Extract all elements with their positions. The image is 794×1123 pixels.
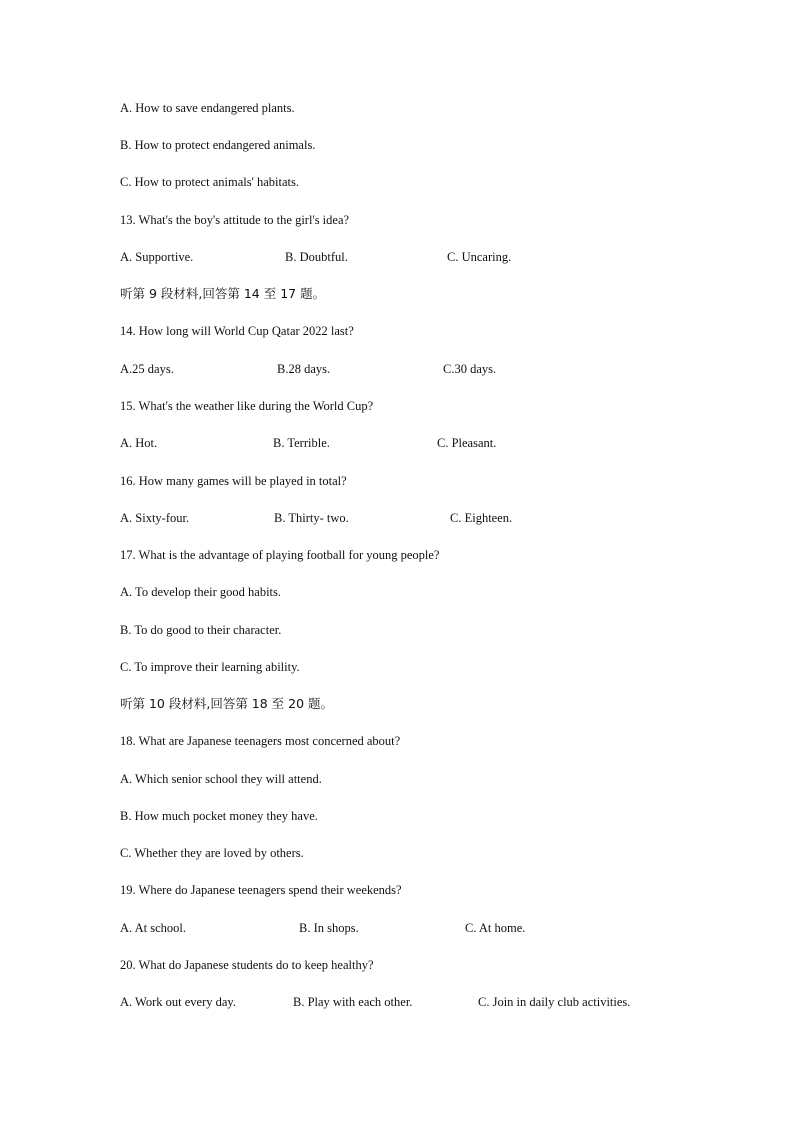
q16-option-a: A. Sixty-four.: [120, 511, 190, 525]
q13-option-b: B. Doubtful.: [285, 250, 348, 264]
q14-option-c: C.30 days.: [443, 362, 497, 376]
q15-option-c: C. Pleasant.: [437, 436, 497, 450]
q12-option-a: A. How to save endangered plants.: [120, 101, 295, 115]
q20-option-c: C. Join in daily club activities.: [478, 995, 631, 1009]
q18-option-b: B. How much pocket money they have.: [120, 809, 318, 823]
q13-question: 13. What's the boy's attitude to the girl's idea?: [120, 213, 350, 227]
q15-question: 15. What's the weather like during the World Cup?: [120, 399, 374, 413]
q12-option-c: C. How to protect animals' habitats.: [120, 175, 299, 189]
q19-option-a: A. At school.: [120, 921, 186, 935]
section-10-instruction: 听第 10 段材料,回答第 18 至 20 题。: [120, 696, 334, 711]
q17-option-c: C. To improve their learning ability.: [120, 660, 300, 674]
q16-option-b: B. Thirty- two.: [274, 511, 349, 525]
section-9-instruction: 听第 9 段材料,回答第 14 至 17 题。: [120, 286, 326, 301]
q20-option-a: A. Work out every day.: [120, 995, 236, 1009]
q18-question: 18. What are Japanese teenagers most concerned about?: [120, 734, 401, 748]
q16-option-c: C. Eighteen.: [450, 511, 513, 525]
q18-option-a: A. Which senior school they will attend.: [120, 772, 322, 786]
q20-option-b: B. Play with each other.: [293, 995, 413, 1009]
q16-question: 16. How many games will be played in total?: [120, 474, 347, 488]
q20-question: 20. What do Japanese students do to keep healthy?: [120, 958, 374, 972]
q14-option-b: B.28 days.: [277, 362, 331, 376]
q19-question: 19. Where do Japanese teenagers spend their weekends?: [120, 883, 402, 897]
q15-option-b: B. Terrible.: [273, 436, 330, 450]
q14-question: 14. How long will World Cup Qatar 2022 last?: [120, 324, 354, 338]
q17-option-a: A. To develop their good habits.: [120, 585, 282, 599]
q17-option-b: B. To do good to their character.: [120, 623, 282, 637]
q13-option-c: C. Uncaring.: [447, 250, 512, 264]
q19-option-c: C. At home.: [465, 921, 526, 935]
q18-option-c: C. Whether they are loved by others.: [120, 846, 304, 860]
q17-question: 17. What is the advantage of playing football for young people?: [120, 548, 440, 562]
q12-option-b: B. How to protect endangered animals.: [120, 138, 316, 152]
q19-option-b: B. In shops.: [299, 921, 359, 935]
q14-option-a: A.25 days.: [120, 362, 174, 376]
q15-option-a: A. Hot.: [120, 436, 158, 450]
q13-option-a: A. Supportive.: [120, 250, 194, 264]
